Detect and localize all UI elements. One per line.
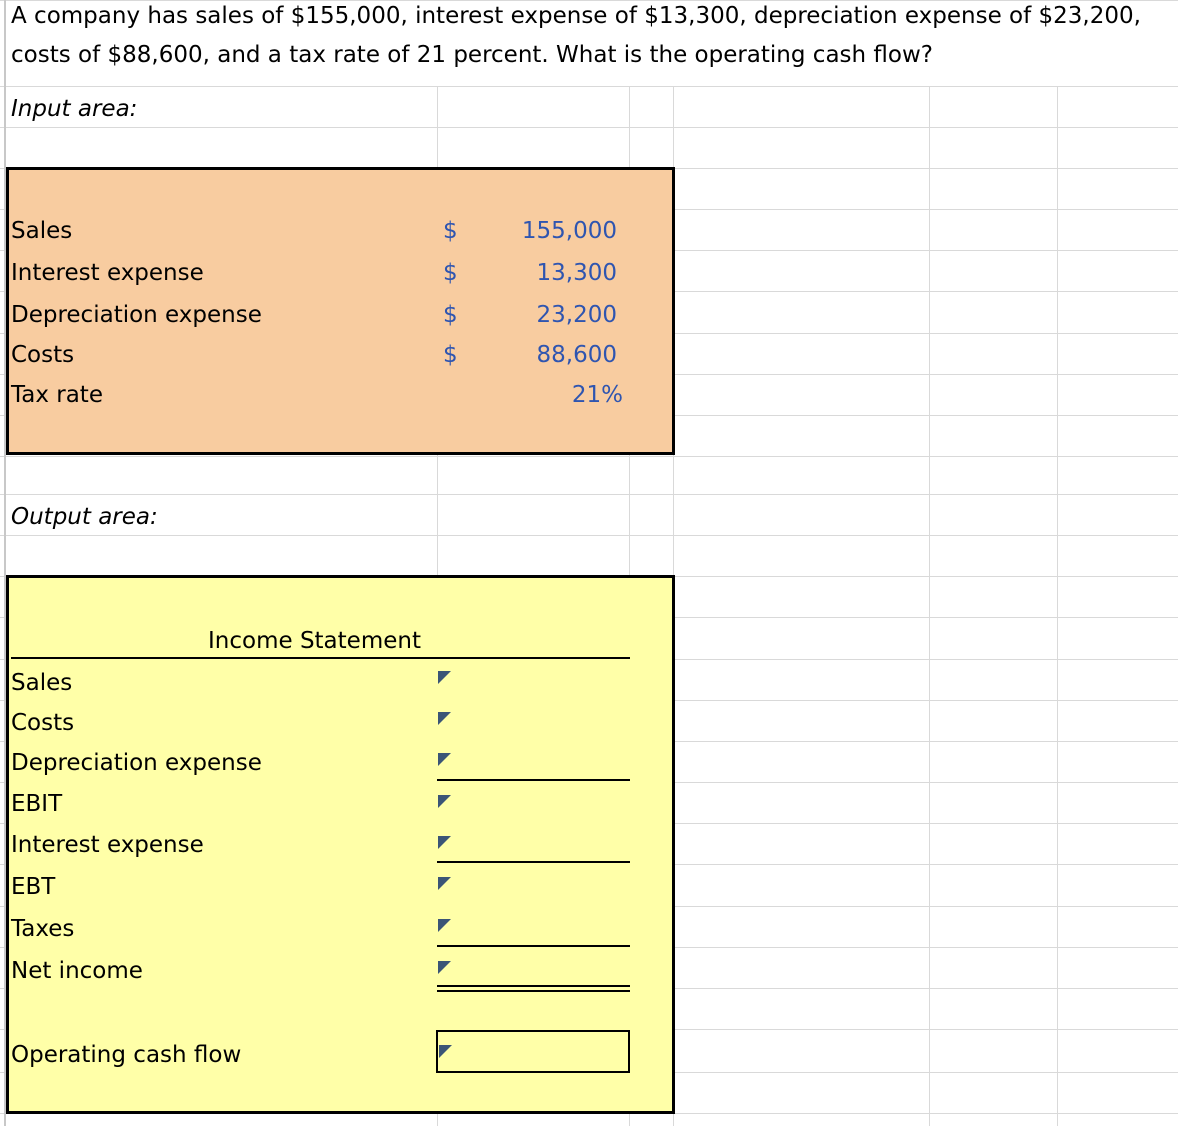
formula-marker-icon: [439, 1045, 452, 1058]
grid-hline: [0, 127, 1178, 128]
output-area-label: Output area:: [11, 504, 158, 530]
output-value-cell[interactable]: [438, 742, 629, 782]
output-label: Interest expense: [11, 832, 204, 858]
subtotal-underline: [437, 945, 630, 947]
input-label: Depreciation expense: [11, 302, 262, 328]
question-line-2: costs of $88,600, and a tax rate of 21 percent. What is the operating cash flow?: [11, 42, 933, 68]
output-label: Taxes: [11, 916, 75, 942]
output-value-cell[interactable]: [438, 824, 629, 864]
input-label: Interest expense: [11, 260, 204, 286]
grid-hline: [0, 535, 1178, 536]
output-value-cell[interactable]: [438, 701, 629, 741]
input-value[interactable]: 13,300: [536, 260, 617, 286]
output-label: Sales: [11, 670, 73, 696]
subtotal-underline: [437, 779, 630, 781]
input-value[interactable]: 155,000: [521, 218, 617, 244]
output-value-cell[interactable]: [438, 783, 629, 823]
grid-hline: [0, 456, 1178, 457]
input-area-label: Input area:: [11, 96, 138, 122]
grid-vline: [1057, 86, 1058, 1126]
input-value[interactable]: 88,600: [536, 342, 617, 368]
double-underline: [437, 990, 630, 992]
output-value-cell[interactable]: [438, 948, 629, 988]
input-value[interactable]: 23,200: [536, 302, 617, 328]
currency-symbol: $: [443, 342, 458, 368]
question-line-1: A company has sales of $155,000, interest expense of $13,300, depreciation expense of $23,200,: [11, 3, 1141, 29]
currency-symbol: $: [443, 302, 458, 328]
input-value[interactable]: 21%: [571, 382, 623, 408]
output-label: Costs: [11, 710, 75, 736]
statement-title-underline: [11, 657, 630, 659]
input-label: Costs: [11, 342, 75, 368]
input-label: Sales: [11, 218, 73, 244]
grid-hline: [0, 494, 1178, 495]
output-label: Depreciation expense: [11, 750, 262, 776]
currency-symbol: $: [443, 260, 458, 286]
grid-vline: [929, 86, 930, 1126]
output-label: Net income: [11, 958, 143, 984]
output-label: EBIT: [11, 791, 63, 817]
subtotal-underline: [437, 861, 630, 863]
currency-symbol: $: [443, 218, 458, 244]
double-underline: [437, 985, 630, 987]
output-value-cell[interactable]: [438, 907, 629, 947]
grid-hline: [0, 86, 1178, 87]
input-label: Tax rate: [11, 382, 103, 408]
ocf-answer-cell[interactable]: [436, 1030, 630, 1073]
grid-hline: [0, 0, 1178, 1]
statement-title: Income Statement: [208, 628, 421, 654]
output-label: EBT: [11, 874, 56, 900]
output-value-cell[interactable]: [438, 865, 629, 906]
output-value-cell[interactable]: [438, 660, 629, 700]
ocf-label: Operating cash flow: [11, 1042, 242, 1068]
